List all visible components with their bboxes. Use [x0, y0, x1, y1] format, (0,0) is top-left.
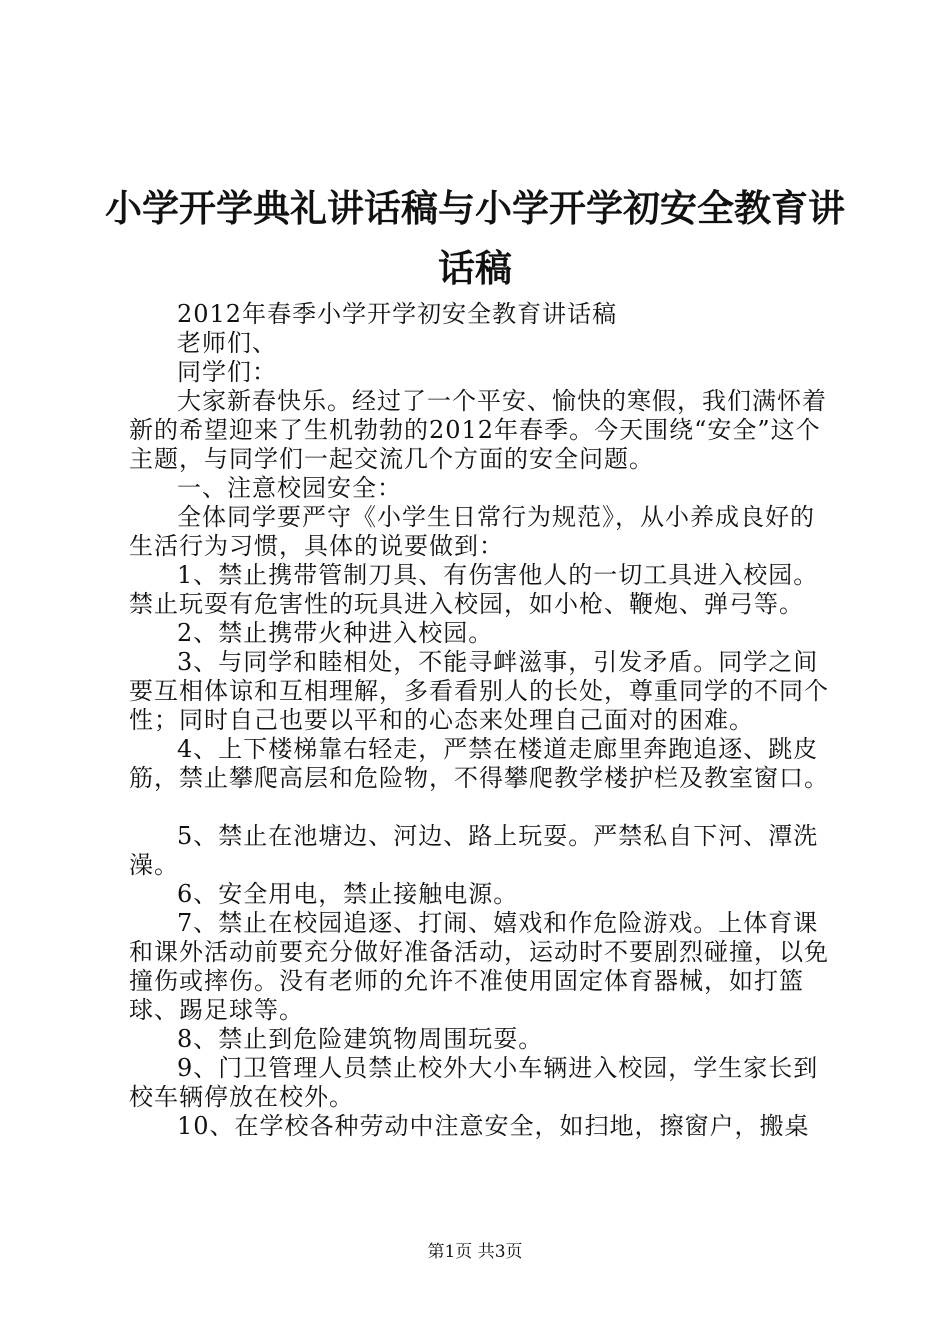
paragraph: 1、禁止携带管制刀具、有伤害他人的一切工具进入校园。禁止玩耍有危害性的玩具进入校园，如小枪、鞭炮、弹弓等。: [129, 561, 819, 618]
paragraph: 8、禁止到危险建筑物周围玩耍。: [177, 1025, 544, 1053]
paragraph: 一、注意校园安全：: [177, 474, 402, 502]
paragraph: 7、禁止在校园追逐、打闹、嬉戏和作危险游戏。上体育课和课外活动前要充分做好准备活动，运动时不要剧烈碰撞，以免撞伤或摔伤。没有老师的允许不准使用固定体育器械，如打篮球、踢足球等。: [129, 909, 829, 1024]
document-body: [129, 300, 834, 1141]
paragraph: 6、安全用电，禁止接触电源。: [177, 880, 519, 908]
paragraph: 同学们：: [177, 358, 277, 386]
paragraph: 全体同学要严守《小学生日常行为规范》，从小养成良好的生活行为习惯，具体的说要做到：: [129, 503, 815, 560]
blank-line: [129, 793, 834, 822]
paragraph: 2012年春季小学开学初安全教育讲话稿: [177, 300, 618, 328]
paragraph: 2、禁止携带火种进入校园。: [177, 619, 494, 647]
paragraph: 5、禁止在池塘边、河边、路上玩耍。严禁私自下河、潭洗澡。: [129, 822, 819, 879]
paragraph: 大家新春快乐。经过了一个平安、愉快的寒假，我们满怀着新的希望迎来了生机勃勃的2012年春季。今天围绕“安全”这个主题，与同学们一起交流几个方面的安全问题。: [129, 387, 827, 473]
paragraph: 老师们、: [177, 329, 277, 357]
document-title-line-1: 小学开学典礼讲话稿与小学开学初安全教育讲: [105, 187, 845, 230]
paragraph: 3、与同学和睦相处，不能寻衅滋事，引发矛盾。同学之间要互相体谅和互相理解，多看看别人的长处，尊重同学的不同个性；同时自己也要以平和的心态来处理自己面对的困难。: [129, 648, 829, 734]
paragraph: 4、上下楼梯靠右轻走，严禁在楼道走廊里奔跑追逐、跳皮筋，禁止攀爬高层和危险物，不得攀爬教学楼护栏及教室窗口。: [129, 735, 829, 792]
paragraph: 10、在学校各种劳动中注意安全，如扫地，擦窗户，搬桌: [177, 1112, 810, 1140]
paragraph: 9、门卫管理人员禁止校外大小车辆进入校园，学生家长到校车辆停放在校外。: [129, 1054, 819, 1111]
document-title-line-2: 话稿: [438, 247, 512, 290]
page-footer: 第1页 共3页: [427, 1242, 523, 1262]
